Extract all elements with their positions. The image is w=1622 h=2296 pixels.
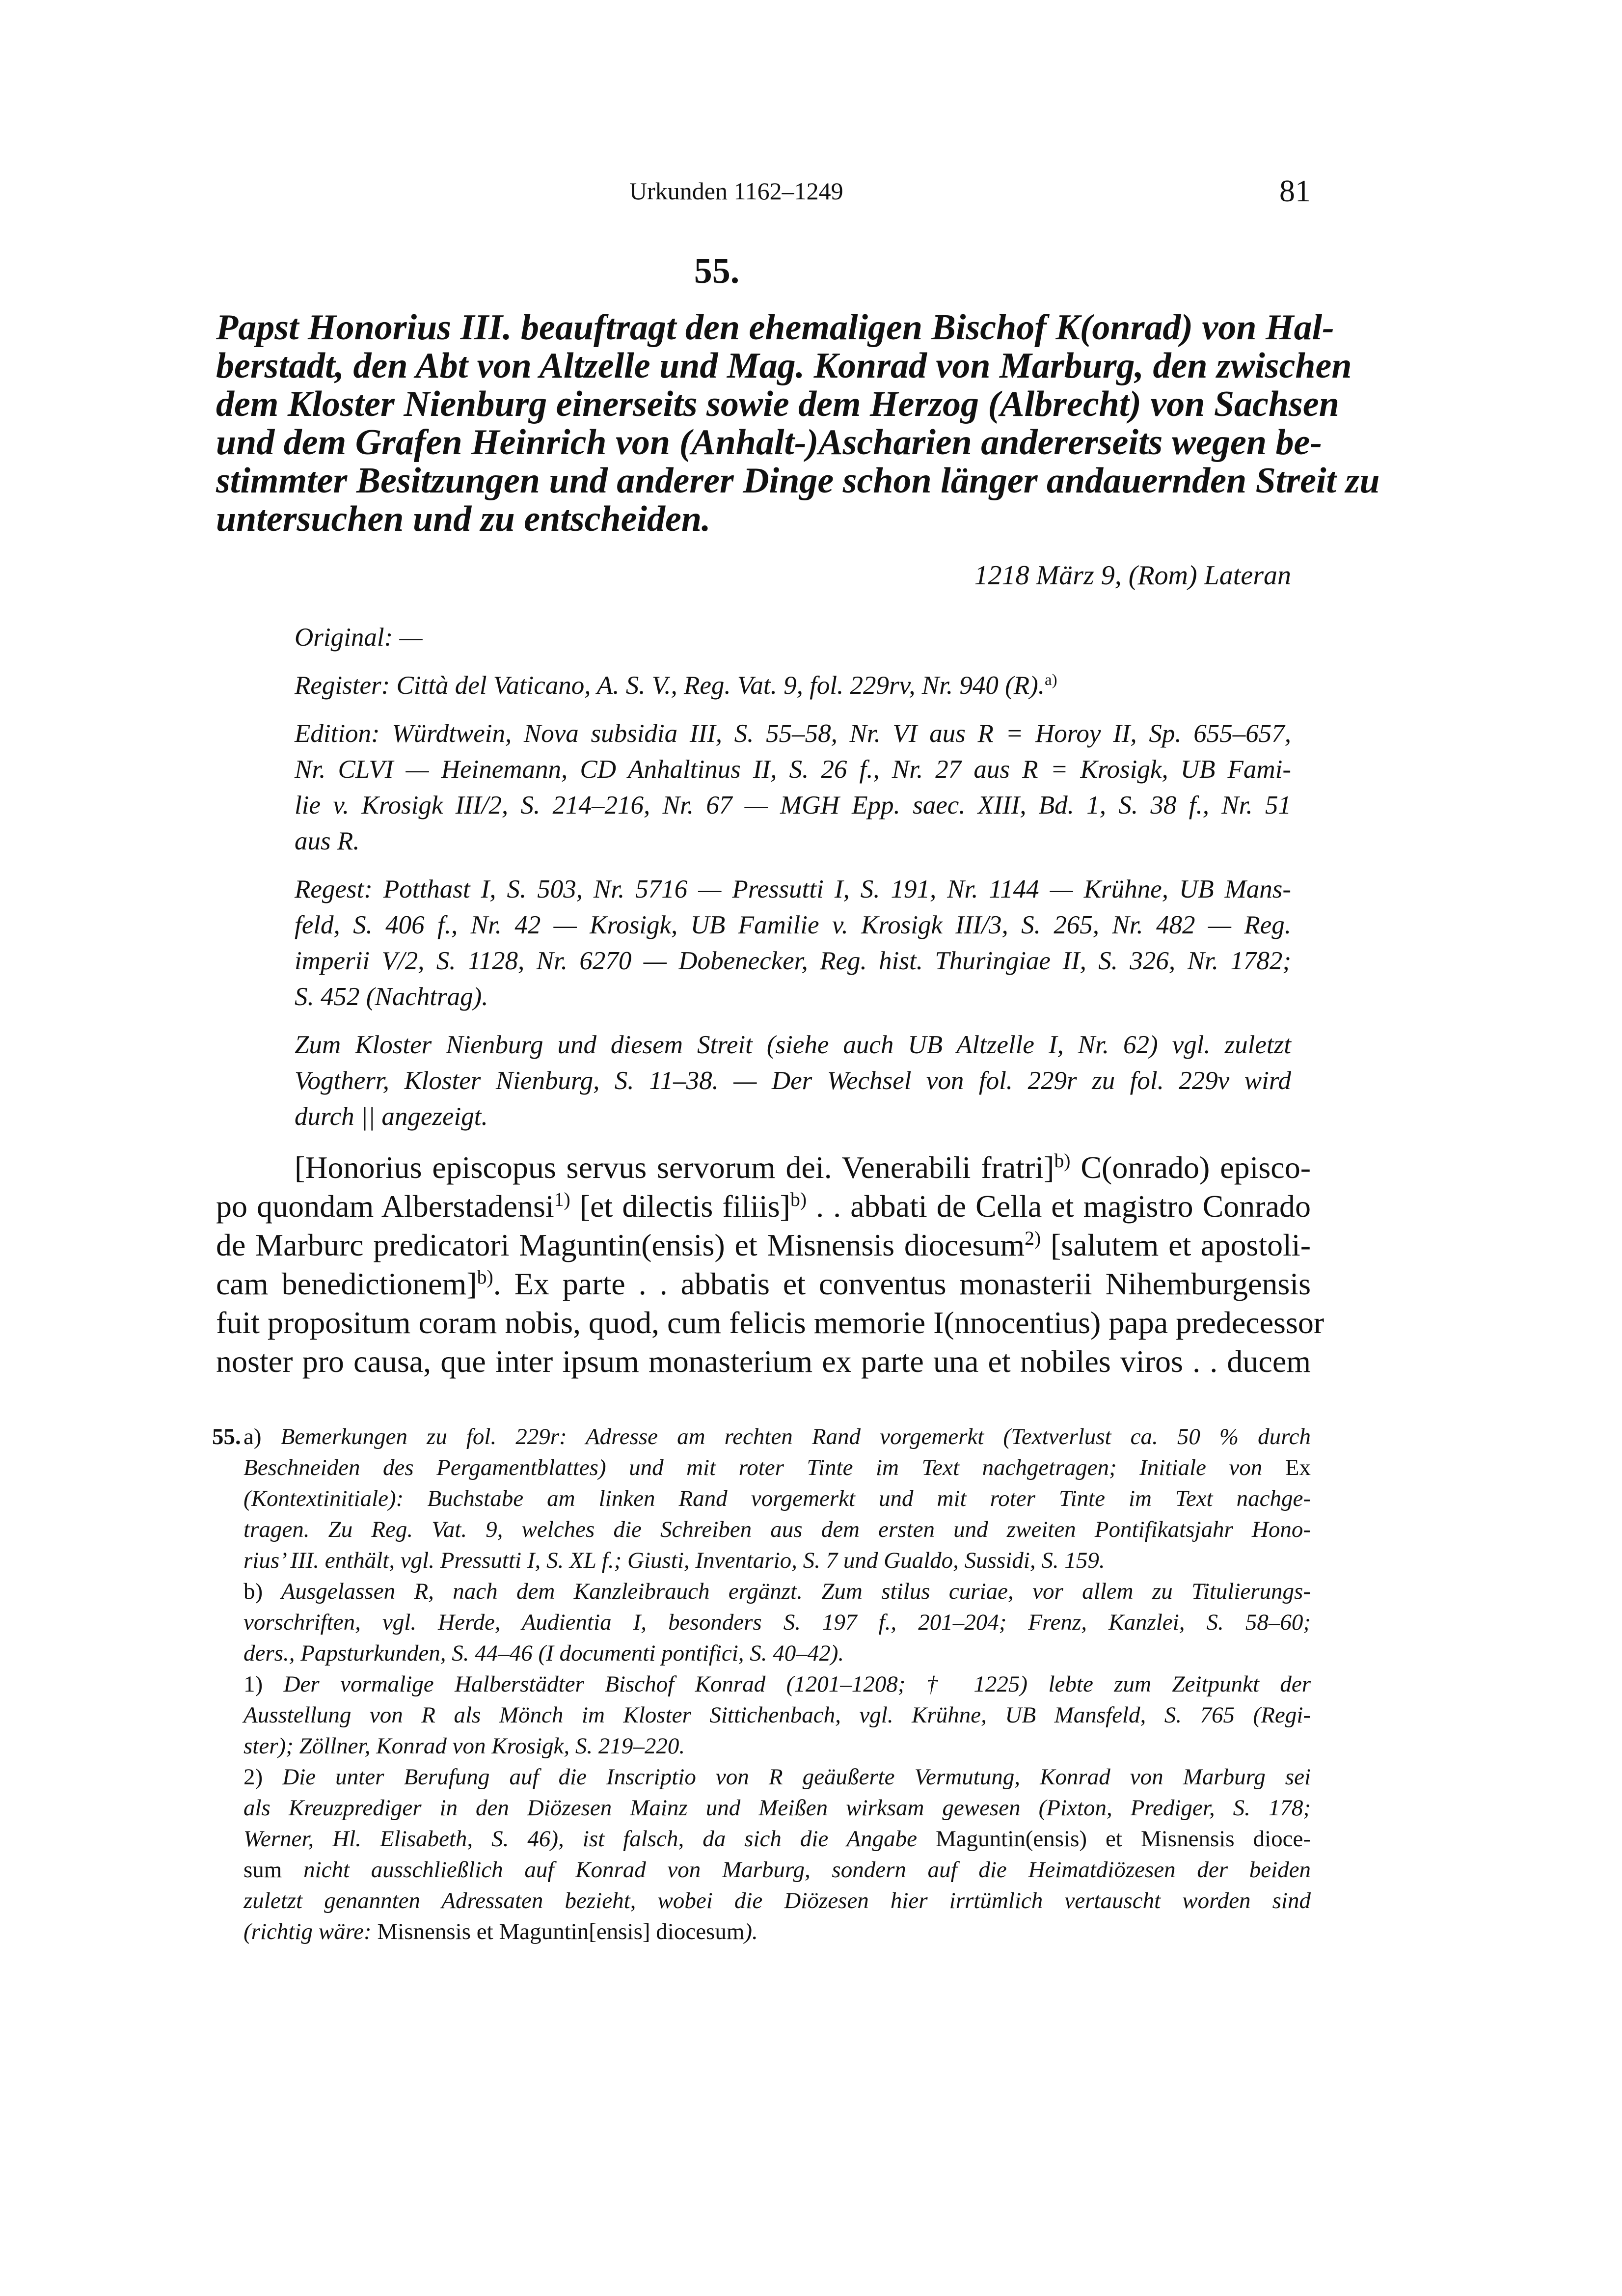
source-line: Edition: Würdtwein, Nova subsidia III, S. 55–58, Nr. VI aus R = Horoy II, Sp. 655–657, [295,719,1291,748]
footnote-line [243,1421,1311,1452]
text-line [216,1187,1311,1226]
footnote-quote: Ex [1285,1455,1311,1480]
footnote-document-number: 55. [212,1424,241,1449]
footnote-line: ster); Zöllner, Konrad von Krosigk, S. 219–220. [243,1733,685,1759]
title-line: untersuchen und zu entscheiden. [216,499,711,539]
document-title [216,307,1380,539]
source-line [295,668,1291,704]
source-apparatus [295,620,1291,1147]
footnote-line: zuletzt genannten Adressaten bezieht, wobei die Diözesen hier irrtümlich vertauscht worden sind [243,1888,1311,1913]
footnote-1 [243,1669,1311,1762]
footnote-text: ). [744,1919,758,1944]
title-line: stimmter Besitzungen und anderer Dinge schon länger andauernden Streit zu [216,461,1380,501]
footnote-line: (Kontextinitiale): Buchstabe am linken Rand vorgemerkt und mit roter Tinte im Text nachge- [243,1486,1311,1511]
running-head: Urkunden 1162–1249 [629,177,843,205]
footnote-line [243,1576,1311,1607]
footnote-label: b) [243,1579,263,1604]
footnote-text: Beschneiden des Pergamentblattes) und mit roter Tinte im Text nachgetragen; Initiale von [243,1455,1263,1480]
title-line: Papst Honorius III. beauftragt den ehemaligen Bischof K(onrad) von Hal- [216,307,1334,348]
footnote-quote: Misnensis et Maguntin[ensis] diocesum [377,1919,745,1944]
footnote-line: tragen. Zu Reg. Vat. 9, welches die Schreiben aus dem ersten und zweiten Pontifikatsjahr Hono- [243,1517,1311,1542]
title-line: und dem Grafen Heinrich von (Anhalt-)Ascharien andererseits wegen be- [216,422,1322,463]
footnote-line [243,1762,1311,1793]
text-segment: . Ex parte . . abbatis et conventus monasterii Nihemburgensis [493,1266,1311,1301]
source-line: lie v. Krosigk III/2, S. 214–216, Nr. 67 — MGH Epp. saec. XIII, Bd. 1, S. 38 f., Nr. 51 [295,791,1291,820]
document-number: 55. [694,251,740,291]
footnote-label: 1) [243,1671,263,1697]
text-segment: [et dilectis filiis] [570,1189,790,1224]
footnote-line: vorschriften, vgl. Herde, Audientia I, besonders S. 197 f., 201–204; Frenz, Kanzlei, S. 58–60; [243,1610,1311,1635]
source-line: S. 452 (Nachtrag). [295,983,488,1011]
footnote-a [243,1421,1311,1576]
main-text [216,1148,1325,1381]
text-segment: cam benedictionem] [216,1266,477,1301]
title-line: dem Kloster Nienburg einerseits sowie dem Herzog (Albrecht) von Sachsen [216,384,1339,424]
footnote-label: a) [243,1424,262,1449]
footnote-ref: 2) [1025,1228,1041,1250]
footnote-line [243,1855,1311,1886]
footnote-ref: b) [477,1266,493,1288]
source-line: Nr. CLVI — Heinemann, CD Anhaltinus II, S. 26 f., Nr. 27 aus R = Krosigk, UB Fami- [295,755,1291,784]
source-original [295,620,1291,656]
footnote-line [243,1669,1311,1700]
source-line: feld, S. 406 f., Nr. 42 — Krosigk, UB Familie v. Krosigk III/3, S. 265, Nr. 482 — Reg. [295,911,1291,939]
footnote-line: ders., Papsturkunden, S. 44–46 (I documenti pontifici, S. 40–42). [243,1640,844,1666]
source-line: Regest: Potthast I, S. 503, Nr. 5716 — Pressutti I, S. 191, Nr. 1144 — Krühne, UB Mans- [295,875,1291,903]
footnote-label: 2) [243,1764,263,1790]
text-line [216,1148,1311,1187]
text-segment: [salutem et apostoli- [1041,1228,1311,1262]
text-line: fuit propositum coram nobis, quod, cum felicis memorie I(nnocentius) papa predecessor [216,1305,1325,1340]
page-number: 81 [1279,173,1311,208]
footnote-line: als Kreuzprediger in den Diözesen Mainz und Meißen wirksam gewesen (Pixton, Prediger, S. 178; [243,1795,1311,1821]
source-line: Zum Kloster Nienburg und diesem Streit (siehe auch UB Altzelle I, Nr. 62) vgl. zuletzt [295,1031,1291,1059]
footnote-ref: a) [1045,671,1057,689]
source-register [295,668,1291,704]
footnote-text: Werner, Hl. Elisabeth, S. 46), ist falsch, da sich die Angabe [243,1826,917,1852]
source-comment [295,1027,1291,1135]
footnote-text: Die unter Berufung auf die Inscriptio von R geäußerte Vermutung, Konrad von Marburg sei [282,1764,1311,1790]
footnote-text: (richtig wäre: [243,1919,372,1944]
source-regest [295,872,1291,1015]
document-date: 1218 März 9, (Rom) Lateran [974,560,1291,591]
footnote-line: Ausstellung von R als Mönch im Kloster Sittichenbach, vgl. Krühne, UB Mansfeld, S. 765 (Regi- [243,1702,1311,1728]
footnote-text: Bemerkungen zu fol. 229r: Adresse am rechten Rand vorgemerkt (Textverlust ca. 50 % durch [280,1424,1311,1449]
source-edition [295,716,1291,859]
source-line: aus R. [295,827,360,855]
footnote-line: rius’ III. enthält, vgl. Pressutti I, S. XL f.; Giusti, Inventario, S. 7 und Gualdo, Sussidi, S. 159. [243,1548,1105,1573]
text-line [216,1264,1311,1303]
source-line: durch || angezeigt. [295,1102,488,1131]
source-line: imperii V/2, S. 1128, Nr. 6270 — Dobenecker, Reg. hist. Thuringiae II, S. 326, Nr. 1782; [295,947,1291,975]
footnote-text: nicht ausschließlich auf Konrad von Marburg, sondern auf die Heimatdiözesen der beiden [303,1857,1311,1883]
footnote-line [243,1916,1311,1947]
footnotes [212,1421,1311,1947]
text-segment: de Marburc predicatori Maguntin(ensis) et Misnensis diocesum [216,1228,1025,1262]
text-segment: C(onrado) episco- [1070,1150,1311,1185]
title-line: berstadt, den Abt von Altzelle und Mag. Konrad von Marburg, den zwischen [216,346,1352,386]
footnote-b [243,1576,1311,1669]
register-text: Register: Città del Vaticano, A. S. V., Reg. Vat. 9, fol. 229rv, Nr. 940 (R). [295,671,1045,700]
footnote-ref: 1) [554,1189,570,1211]
source-line: Original: — [295,623,423,652]
text-segment: po quondam Alberstadensi [216,1189,554,1224]
text-segment: . . abbati de Cella et magistro Conrado [807,1189,1311,1224]
footnote-line [243,1824,1311,1855]
footnote-line [243,1452,1311,1483]
text-line: noster pro causa, que inter ipsum monasterium ex parte una et nobiles viros . . ducem [216,1344,1311,1379]
footnote-ref: b) [1054,1150,1071,1172]
text-line [216,1226,1311,1264]
text-segment: [Honorius episcopus servus servorum dei. Venerabili fratri] [295,1150,1054,1185]
footnote-text: Ausgelassen R, nach dem Kanzleibrauch ergänzt. Zum stilus curiae, vor allem zu Titulierungs- [281,1579,1311,1604]
footnote-quote: Maguntin(ensis) et Misnensis dioce- [936,1826,1311,1852]
footnote-2 [243,1762,1311,1947]
footnote-text: Der vormalige Halberstädter Bischof Konrad (1201–1208; † 1225) lebte zum Zeitpunkt der [283,1671,1311,1697]
footnote-ref: b) [790,1189,807,1211]
footnote-quote: sum [243,1857,282,1883]
source-line: Vogtherr, Kloster Nienburg, S. 11–38. — Der Wechsel von fol. 229r zu fol. 229v wird [295,1066,1291,1095]
